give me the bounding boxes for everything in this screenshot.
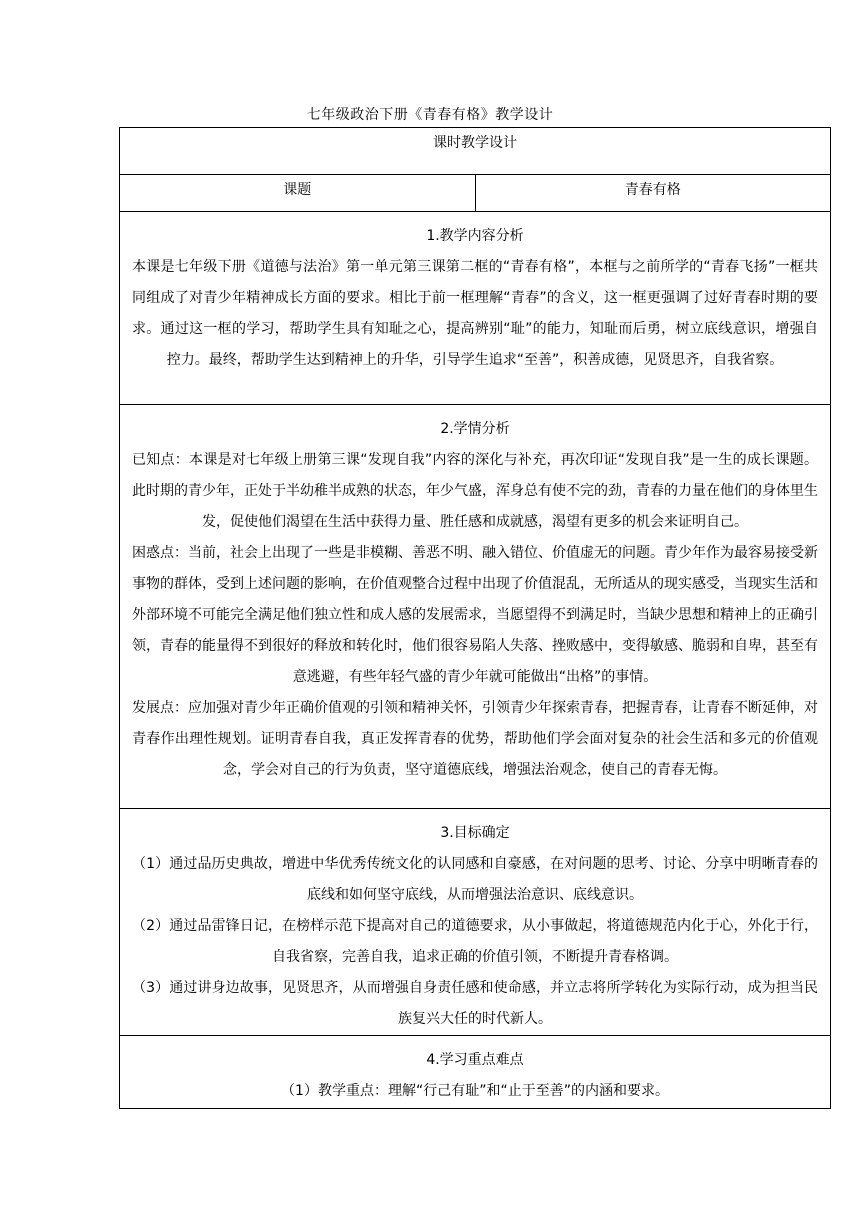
section-paragraph: 发展点：应加强对青少年正确价值观的引领和精神关怀，引领青少年探索青春，把握青春，让青春不断延伸，对青春作出理性规划。证明青春自我，真正发挥青春的优势，帮助他们学会面对复杂的社会生活和多元的价值观念，学会对自己的行为负责，坚守道德底线，增强法治观念，使自己的青春无悔。 xyxy=(132,700,818,778)
section-goals xyxy=(120,809,831,1036)
section-student-analysis xyxy=(120,405,831,809)
section-paragraph: 本课是七年级下册《道德与法治》第一单元第三课第二框的“青春有格”，本框与之前所学的“青春飞扬”一框共同组成了对青少年精神成长方面的要求。相比于前一框理解“青春”的含义，这一框更强调了过好青春时期的要求。通过这一框的学习，帮助学生具有知耻之心，提高辨别“耻”的能力，知耻而后勇，树立底线意识，增强自控力。最终，帮助学生达到精神上的升华，引导学生追求“至善”，积善成德，见贤思齐，自我省察。 xyxy=(132,259,818,368)
section-content-analysis xyxy=(120,212,831,405)
table-header: 课时教学设计 xyxy=(433,135,517,151)
section-paragraph: （2）通过品雷锋日记，在榜样示范下提高对自己的道德要求，从小事做起，将道德规范内化于心，外化于行，自我省察，完善自我，追求正确的价值引领，不断提升青春格调。 xyxy=(132,918,818,965)
document-title: 七年级政治下册《青春有格》教学设计 xyxy=(306,107,554,123)
topic-label-cell xyxy=(120,175,476,212)
section-paragraph: 已知点：本课是对七年级上册第三课“发现自我”内容的深化与补充，再次印证“发现自我”是一生的成长课题。此时期的青少年，正处于半幼稚半成熟的状态，年少气盛，浑身总有使不完的劲，青春的力量在他们的身体里生发，促使他们渴望在生活中获得力量、胜任感和成就感，渴望有更多的机会来证明自己。 xyxy=(132,452,818,530)
topic-value-cell xyxy=(475,175,831,212)
section-paragraph: （1）通过品历史典故，增进中华优秀传统文化的认同感和自豪感，在对问题的思考、讨论、分享中明晰青春的底线和如何坚守底线，从而增强法治意识、底线意识。 xyxy=(132,856,818,903)
section-paragraph: （3）通过讲身边故事，见贤思齐，从而增强自身责任感和使命感，并立志将所学转化为实际行动，成为担当民族复兴大任的时代新人。 xyxy=(132,980,818,1027)
section-heading: 4.学习重点难点 xyxy=(426,1052,524,1068)
topic-value: 青春有格 xyxy=(624,182,681,198)
section-paragraph: 困惑点：当前，社会上出现了一些是非模糊、善恶不明、融入错位、价值虚无的问题。青少年作为最容易接受新事物的群体，受到上述问题的影响，在价值观整合过程中出现了价值混乱，无所适从的现实感受，当现实生活和外部环境不可能完全满足他们独立性和成人感的发展需求，当愿望得不到满足时，当缺少思想和精神上的正确引领，青春的能量得不到很好的释放和转化时，他们很容易陷人失落、挫败感中，变得敏感、脆弱和自卑，甚至有意逃避，有些年轻气盛的青少年就可能做出“出格”的事情。 xyxy=(132,545,818,685)
section-paragraph: （1）教学重点：理解“行己有耻”和“止于至善”的内涵和要求。 xyxy=(281,1083,669,1099)
lesson-design-table xyxy=(119,127,831,1109)
section-heading: 1.教学内容分析 xyxy=(426,228,524,244)
section-heading: 3.目标确定 xyxy=(440,825,510,841)
table-header-cell xyxy=(120,128,831,175)
section-key-points xyxy=(120,1036,831,1109)
section-heading: 2.学情分析 xyxy=(440,421,510,437)
topic-label: 课题 xyxy=(283,182,312,198)
